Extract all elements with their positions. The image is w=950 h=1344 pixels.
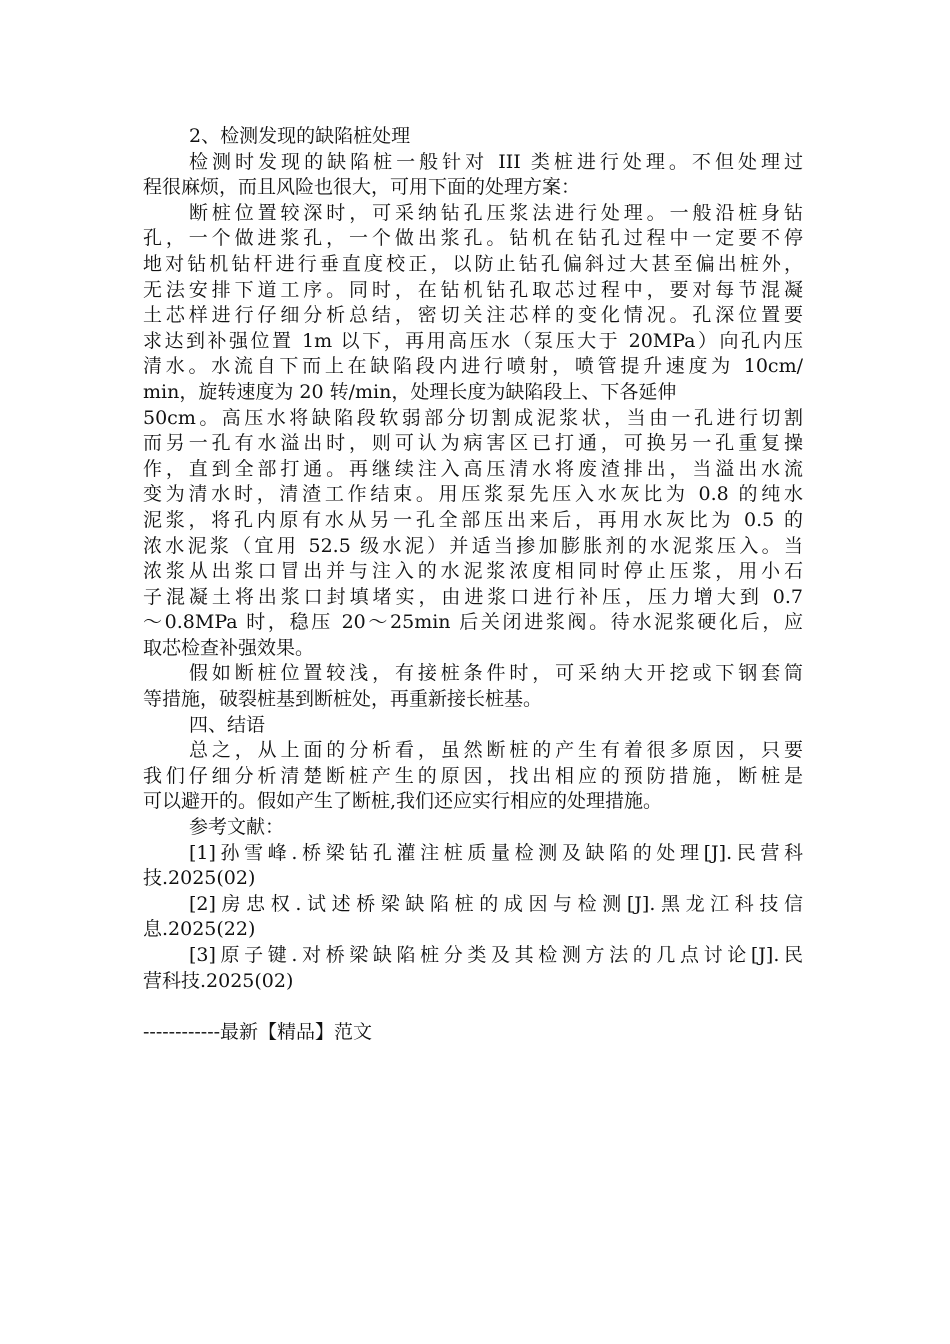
text-line: 土芯样进行仔细分析总结，密切关注芯样的变化情况。孔深位置要 [143,304,803,327]
text-line: 浓水泥浆（宜用 52.5 级水泥）并适当掺加膨胀剂的水泥浆压入。当 [143,534,803,557]
text-line: 变为清水时，清渣工作结束。用压浆泵先压入水灰比为 0.8 的纯水 [143,483,803,506]
text-line: 作，直到全部打通。再继续注入高压清水将废渣排出，当溢出水流 [143,457,803,480]
text-line: 技.2025(02) [143,867,256,890]
text-line: min，旋转速度为 20 转/min，处理长度为缺陷段上、下各延伸 [143,380,677,403]
text-line: 营科技.2025(02) [143,969,294,992]
text-line: 泥浆，将孔内原有水从另一孔全部压出来后，再用水灰比为 0.5 的 [143,508,803,531]
text-line: 我们仔细分析清楚断桩产生的原因，找出相应的预防措施，断桩是 [143,764,803,787]
document-body [143,124,803,994]
text-line: 总之，从上面的分析看，虽然断桩的产生有着很多原因，只要 [189,739,803,762]
text-line: 假如断桩位置较浅，有接桩条件时，可采纳大开挖或下钢套筒 [189,662,803,685]
text-line: 断桩位置较深时，可采纳钻孔压浆法进行处理。一般沿桩身钻 [189,201,803,224]
text-line: [3]原子键.对桥梁缺陷桩分类及其检测方法的几点讨论[J].民 [189,944,803,966]
text-line: 浓浆从出浆口冒出并与注入的水泥浆浓度相同时停止压浆，用小石 [143,560,803,583]
text-line: 子混凝土将出浆口封填堵实，由进浆口进行补压，压力增大到 0.7 [143,585,803,608]
text-line: 而另一孔有水溢出时，则可认为病害区已打通，可换另一孔重复操 [143,432,803,455]
text-line: 孔，一个做进浆孔，一个做出浆孔。钻机在钻孔过程中一定要不停 [143,227,803,250]
text-line: 取芯检查补强效果。 [143,636,315,659]
text-line: 息.2025(22) [143,918,256,941]
text-line: 2、检测发现的缺陷桩处理 [189,125,411,147]
text-line: 50cm。高压水将缺陷段软弱部分切割成泥浆状，当由一孔进行切割 [143,406,803,429]
text-line: 地对钻机钻杆进行垂直度校正，以防止钻孔偏斜过大甚至偏出桩外， [143,252,803,275]
text-line: ～0.8MPa 时，稳压 20～25min 后关闭进浆阀。待水泥浆硬化后，应 [143,611,803,634]
text-line: [2]房忠权.试述桥梁缺陷桩的成因与检测[J].黑龙江科技信 [189,892,803,915]
text-line: 可以避开的。假如产生了断桩,我们还应实行相应的处理措施。 [143,790,663,813]
text-line: [1]孙雪峰.桥梁钻孔灌注桩质量检测及缺陷的处理[J].民营科 [189,841,803,864]
text-line: 检测时发现的缺陷桩一般针对 III 类桩进行处理。不但处理过 [189,150,803,173]
text-line: 参考文献： [189,816,285,839]
text-line: 求达到补强位置 1m 以下，再用高压水（泵压大于 20MPa）向孔内压 [143,329,803,352]
text-line: 程很麻烦，而且风险也很大，可用下面的处理方案： [143,176,581,199]
text-line: 无法安排下道工序。同时，在钻机钻孔取芯过程中，要对每节混凝 [143,278,803,301]
text-line: 等措施，破裂桩基到断桩处，再重新接长桩基。 [143,688,543,711]
text-line: 清水。水流自下而上在缺陷段内进行喷射，喷管提升速度为 10cm/ [143,355,803,378]
footer-caption: ------------最新【精品】范文 [143,1021,373,1043]
text-line: 四、结语 [189,713,266,736]
